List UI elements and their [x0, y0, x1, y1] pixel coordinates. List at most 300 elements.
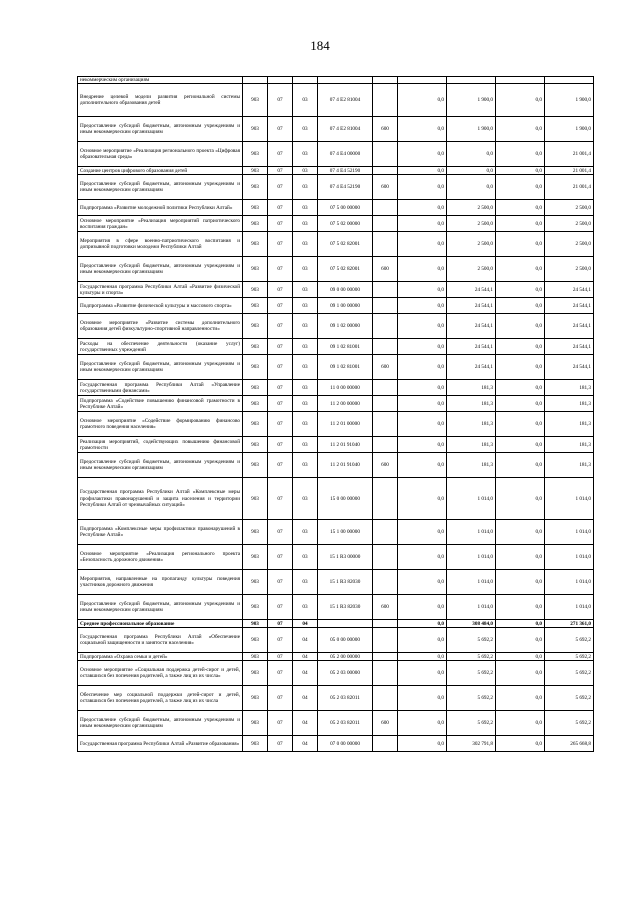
section-cell: 07 — [268, 570, 293, 595]
amount-cell-1: 0,0 — [398, 453, 447, 478]
amount-cell-4: 21 001,4 — [545, 142, 594, 167]
target-article-cell: 09 1 02 81001 — [318, 339, 373, 355]
expense-type-cell — [373, 478, 398, 520]
amount-cell-3: 0,0 — [496, 595, 545, 620]
section-cell: 07 — [268, 282, 293, 298]
grbs-cell: 903 — [243, 453, 268, 478]
subsection-cell: 03 — [293, 380, 318, 396]
table-row — [78, 412, 594, 437]
section-cell: 07 — [268, 257, 293, 282]
expense-type-cell — [373, 412, 398, 437]
table-row — [78, 653, 594, 661]
amount-cell-3: 0,0 — [496, 314, 545, 339]
amount-cell-2: 181,3 — [447, 412, 496, 437]
grbs-cell: 903 — [243, 437, 268, 453]
amount-cell-1: 0,0 — [398, 412, 447, 437]
amount-cell-1: 0,0 — [398, 686, 447, 711]
amount-cell-4: 5 692,2 — [545, 686, 594, 711]
table-row — [78, 520, 594, 545]
section-cell: 07 — [268, 628, 293, 653]
target-article-cell: 15 0 00 00000 — [318, 478, 373, 520]
subsection-cell: 03 — [293, 142, 318, 167]
name-cell: Предоставление субсидий бюджетным, автономным учреждениям и иным некоммерческим организациям — [78, 175, 243, 200]
grbs-cell: 903 — [243, 570, 268, 595]
table-row — [78, 437, 594, 453]
expense-type-cell — [373, 396, 398, 412]
subsection-cell: 03 — [293, 117, 318, 142]
name-cell: Основное мероприятие «Содействие формированию финансово грамотного поведения населения» — [78, 412, 243, 437]
amount-cell-1: 0,0 — [398, 167, 447, 175]
subsection-cell: 03 — [293, 437, 318, 453]
amount-cell-2 — [447, 77, 496, 84]
amount-cell-1: 0,0 — [398, 478, 447, 520]
expense-type-cell — [373, 200, 398, 216]
section-cell: 07 — [268, 380, 293, 396]
section-cell: 07 — [268, 653, 293, 661]
amount-cell-1: 0,0 — [398, 545, 447, 570]
name-cell: Реализация мероприятий, содействующих повышению финансовой грамотности — [78, 437, 243, 453]
table-row — [78, 570, 594, 595]
target-article-cell: 15 1 R3 82030 — [318, 570, 373, 595]
expense-type-cell — [373, 437, 398, 453]
amount-cell-4: 24 544,1 — [545, 282, 594, 298]
grbs-cell: 903 — [243, 339, 268, 355]
subsection-cell — [293, 77, 318, 84]
amount-cell-4: 21 001,4 — [545, 167, 594, 175]
expense-type-cell: 600 — [373, 257, 398, 282]
subsection-cell: 03 — [293, 216, 318, 232]
grbs-cell: 903 — [243, 545, 268, 570]
expense-type-cell: 600 — [373, 711, 398, 736]
amount-cell-4: 181,3 — [545, 380, 594, 396]
section-cell: 07 — [268, 686, 293, 711]
amount-cell-4: 181,3 — [545, 412, 594, 437]
grbs-cell: 903 — [243, 175, 268, 200]
expense-type-cell — [373, 232, 398, 257]
amount-cell-4: 5 692,2 — [545, 661, 594, 686]
target-article-cell: 07 5 00 00000 — [318, 200, 373, 216]
grbs-cell: 903 — [243, 314, 268, 339]
amount-cell-1: 0,0 — [398, 339, 447, 355]
amount-cell-3: 0,0 — [496, 355, 545, 380]
amount-cell-2: 0,0 — [447, 142, 496, 167]
subsection-cell: 03 — [293, 339, 318, 355]
subsection-cell: 04 — [293, 711, 318, 736]
amount-cell-1: 0,0 — [398, 216, 447, 232]
target-article-cell: 07 0 00 00000 — [318, 736, 373, 752]
amount-cell-2: 1 014,0 — [447, 545, 496, 570]
amount-cell-2: 1 900,0 — [447, 117, 496, 142]
section-cell: 07 — [268, 396, 293, 412]
amount-cell-1: 0,0 — [398, 396, 447, 412]
amount-cell-3: 0,0 — [496, 339, 545, 355]
amount-cell-3: 0,0 — [496, 570, 545, 595]
amount-cell-3: 0,0 — [496, 412, 545, 437]
target-article-cell: 07 4 E4 00000 — [318, 142, 373, 167]
subsection-cell: 03 — [293, 545, 318, 570]
amount-cell-1: 0,0 — [398, 653, 447, 661]
subsection-cell: 03 — [293, 282, 318, 298]
amount-cell-1: 0,0 — [398, 661, 447, 686]
amount-cell-4: 1 900,0 — [545, 117, 594, 142]
page-number: 184 — [310, 38, 330, 53]
section-cell: 07 — [268, 545, 293, 570]
section-cell: 07 — [268, 216, 293, 232]
subsection-cell: 03 — [293, 167, 318, 175]
section-cell: 07 — [268, 437, 293, 453]
subsection-cell: 03 — [293, 355, 318, 380]
amount-cell-3: 0,0 — [496, 232, 545, 257]
amount-cell-1: 0,0 — [398, 200, 447, 216]
subsection-cell: 03 — [293, 453, 318, 478]
grbs-cell: 903 — [243, 653, 268, 661]
name-cell: Государственная программа Республики Алтай «Развитие образования» — [78, 736, 243, 752]
amount-cell-4: 181,3 — [545, 396, 594, 412]
table-row — [78, 167, 594, 175]
table-row — [78, 77, 594, 84]
amount-cell-4 — [545, 77, 594, 84]
amount-cell-2: 5 692,2 — [447, 653, 496, 661]
grbs-cell: 903 — [243, 686, 268, 711]
expense-type-cell — [373, 545, 398, 570]
amount-cell-4: 24 544,1 — [545, 355, 594, 380]
target-article-cell: 11 2 01 91040 — [318, 453, 373, 478]
grbs-cell: 903 — [243, 661, 268, 686]
subsection-cell: 03 — [293, 175, 318, 200]
target-article-cell: 05 2 03 82011 — [318, 711, 373, 736]
amount-cell-1: 0,0 — [398, 117, 447, 142]
name-cell: Государственная программа Республики Алтай «Управление государственными финансами» — [78, 380, 243, 396]
amount-cell-4: 5 692,2 — [545, 711, 594, 736]
subsection-cell: 03 — [293, 412, 318, 437]
table-row — [78, 282, 594, 298]
amount-cell-2: 181,3 — [447, 380, 496, 396]
amount-cell-3: 0,0 — [496, 175, 545, 200]
name-cell: Обеспечение мер социальной поддержки детей-сирот и детей, оставшихся без попечения родителей, а также лиц из их числа — [78, 686, 243, 711]
expense-type-cell — [373, 77, 398, 84]
subsection-cell: 04 — [293, 628, 318, 653]
amount-cell-3: 0,0 — [496, 686, 545, 711]
section-cell: 07 — [268, 232, 293, 257]
name-cell: Основное мероприятие «Социальная поддержка детей-сирот и детей, оставшихся без попечения родителей, а также лиц из их числа» — [78, 661, 243, 686]
amount-cell-2: 302 791,8 — [447, 736, 496, 752]
target-article-cell: 15 1 R3 82030 — [318, 595, 373, 620]
name-cell: Основное мероприятие «Реализация регионального проекта «Безопасность дорожного движения» — [78, 545, 243, 570]
amount-cell-1: 0,0 — [398, 711, 447, 736]
subsection-cell: 03 — [293, 520, 318, 545]
grbs-cell: 903 — [243, 257, 268, 282]
table-row — [78, 298, 594, 314]
amount-cell-3: 0,0 — [496, 216, 545, 232]
grbs-cell: 903 — [243, 355, 268, 380]
amount-cell-2: 181,3 — [447, 453, 496, 478]
amount-cell-1 — [398, 77, 447, 84]
name-cell: Предоставление субсидий бюджетным, автономным учреждениям и иным некоммерческим организациям — [78, 257, 243, 282]
amount-cell-3: 0,0 — [496, 653, 545, 661]
name-cell: Предоставление субсидий бюджетным, автономным учреждениям и иным некоммерческим организациям — [78, 453, 243, 478]
name-cell: Подпрограмма «Развитие молодежной политики Республики Алтай» — [78, 200, 243, 216]
grbs-cell: 903 — [243, 142, 268, 167]
target-article-cell: 07 4 E4 52190 — [318, 175, 373, 200]
subsection-cell: 03 — [293, 84, 318, 117]
expense-type-cell — [373, 661, 398, 686]
subsection-cell: 04 — [293, 620, 318, 628]
section-cell: 07 — [268, 736, 293, 752]
grbs-cell: 903 — [243, 628, 268, 653]
table-row — [78, 478, 594, 520]
grbs-cell: 903 — [243, 595, 268, 620]
amount-cell-3: 0,0 — [496, 453, 545, 478]
name-cell: некоммерческим организациям — [78, 77, 243, 84]
table-row — [78, 620, 594, 628]
amount-cell-3: 0,0 — [496, 520, 545, 545]
target-article-cell: 15 1 R3 00000 — [318, 545, 373, 570]
section-cell: 07 — [268, 478, 293, 520]
section-cell: 07 — [268, 661, 293, 686]
amount-cell-2: 1 900,0 — [447, 84, 496, 117]
subsection-cell: 04 — [293, 736, 318, 752]
expense-type-cell — [373, 686, 398, 711]
table-row — [78, 355, 594, 380]
amount-cell-4: 2 500,0 — [545, 257, 594, 282]
name-cell: Предоставление субсидий бюджетным, автономным учреждениям и иным некоммерческим организациям — [78, 117, 243, 142]
section-cell: 07 — [268, 167, 293, 175]
name-cell: Подпрограмма «Охрана семьи и детей» — [78, 653, 243, 661]
amount-cell-3: 0,0 — [496, 142, 545, 167]
amount-cell-2: 1 014,0 — [447, 570, 496, 595]
amount-cell-2: 0,0 — [447, 175, 496, 200]
amount-cell-2: 5 692,2 — [447, 661, 496, 686]
section-cell: 07 — [268, 711, 293, 736]
amount-cell-1: 0,0 — [398, 595, 447, 620]
grbs-cell: 903 — [243, 167, 268, 175]
grbs-cell: 903 — [243, 736, 268, 752]
subsection-cell: 04 — [293, 653, 318, 661]
target-article-cell: 07 4 E2 81004 — [318, 117, 373, 142]
table-row — [78, 216, 594, 232]
name-cell: Подпрограмма «Комплексные меры профилактики правонарушений в Республике Алтай» — [78, 520, 243, 545]
expense-type-cell — [373, 142, 398, 167]
table-row — [78, 453, 594, 478]
table-row — [78, 736, 594, 752]
amount-cell-3: 0,0 — [496, 437, 545, 453]
amount-cell-2: 308 484,0 — [447, 620, 496, 628]
grbs-cell: 903 — [243, 620, 268, 628]
section-cell: 07 — [268, 520, 293, 545]
amount-cell-3: 0,0 — [496, 298, 545, 314]
expense-type-cell: 600 — [373, 175, 398, 200]
name-cell: Среднее профессиональное образование — [78, 620, 243, 628]
amount-cell-2: 2 500,0 — [447, 200, 496, 216]
table-row — [78, 232, 594, 257]
table-row — [78, 314, 594, 339]
amount-cell-2: 2 500,0 — [447, 216, 496, 232]
target-article-cell: 09 1 02 81001 — [318, 355, 373, 380]
amount-cell-2: 181,3 — [447, 437, 496, 453]
target-article-cell: 09 1 02 00000 — [318, 314, 373, 339]
table-row — [78, 711, 594, 736]
amount-cell-2: 24 544,1 — [447, 339, 496, 355]
name-cell: Основное мероприятие «Развитие системы дополнительного образования детей физкультурно-спортивной направленности» — [78, 314, 243, 339]
subsection-cell: 03 — [293, 200, 318, 216]
table-row — [78, 545, 594, 570]
section-cell: 07 — [268, 339, 293, 355]
amount-cell-2: 181,3 — [447, 396, 496, 412]
table-row — [78, 686, 594, 711]
amount-cell-1: 0,0 — [398, 84, 447, 117]
amount-cell-1: 0,0 — [398, 257, 447, 282]
table-row — [78, 257, 594, 282]
expense-type-cell — [373, 314, 398, 339]
name-cell: Государственная программа Республики Алтай «Обеспечение социальной защищенности и занятости населения» — [78, 628, 243, 653]
target-article-cell — [318, 77, 373, 84]
section-cell: 07 — [268, 595, 293, 620]
expense-type-cell — [373, 282, 398, 298]
expense-type-cell: 600 — [373, 453, 398, 478]
target-article-cell: 05 0 00 00000 — [318, 628, 373, 653]
name-cell: Основное мероприятие «Реализация мероприятий патриотического воспитания граждан» — [78, 216, 243, 232]
amount-cell-1: 0,0 — [398, 520, 447, 545]
amount-cell-1: 0,0 — [398, 380, 447, 396]
target-article-cell: 15 1 00 00000 — [318, 520, 373, 545]
target-article-cell: 05 2 00 00000 — [318, 653, 373, 661]
table-row — [78, 117, 594, 142]
table-row — [78, 396, 594, 412]
table-row — [78, 142, 594, 167]
amount-cell-2: 1 014,0 — [447, 478, 496, 520]
expense-type-cell — [373, 216, 398, 232]
amount-cell-4: 24 544,1 — [545, 314, 594, 339]
table-row — [78, 84, 594, 117]
target-article-cell: 05 2 03 00000 — [318, 661, 373, 686]
section-cell: 07 — [268, 620, 293, 628]
grbs-cell: 903 — [243, 380, 268, 396]
section-cell: 07 — [268, 200, 293, 216]
subsection-cell: 03 — [293, 396, 318, 412]
amount-cell-3: 0,0 — [496, 628, 545, 653]
grbs-cell: 903 — [243, 232, 268, 257]
amount-cell-4: 1 014,0 — [545, 520, 594, 545]
amount-cell-2: 24 544,1 — [447, 282, 496, 298]
target-article-cell: 07 5 02 82001 — [318, 232, 373, 257]
target-article-cell: 07 4 E2 81004 — [318, 84, 373, 117]
amount-cell-4: 24 544,1 — [545, 298, 594, 314]
expense-type-cell: 600 — [373, 117, 398, 142]
table-row — [78, 175, 594, 200]
name-cell: Внедрение целевой модели развития региональной системы дополнительного образования детей — [78, 84, 243, 117]
amount-cell-2: 24 544,1 — [447, 298, 496, 314]
amount-cell-3: 0,0 — [496, 282, 545, 298]
section-cell: 07 — [268, 84, 293, 117]
grbs-cell: 903 — [243, 200, 268, 216]
amount-cell-1: 0,0 — [398, 282, 447, 298]
target-article-cell: 05 2 03 82011 — [318, 686, 373, 711]
name-cell: Предоставление субсидий бюджетным, автономным учреждениям и иным некоммерческим организациям — [78, 355, 243, 380]
amount-cell-1: 0,0 — [398, 628, 447, 653]
subsection-cell: 03 — [293, 257, 318, 282]
amount-cell-3: 0,0 — [496, 620, 545, 628]
table-row — [78, 339, 594, 355]
amount-cell-1: 0,0 — [398, 355, 447, 380]
expense-type-cell — [373, 520, 398, 545]
expense-type-cell — [373, 298, 398, 314]
section-cell: 07 — [268, 453, 293, 478]
target-article-cell: 11 0 00 00000 — [318, 380, 373, 396]
target-article-cell: 09 0 00 00000 — [318, 282, 373, 298]
table-row — [78, 380, 594, 396]
table-row — [78, 200, 594, 216]
amount-cell-2: 24 544,1 — [447, 314, 496, 339]
amount-cell-1: 0,0 — [398, 232, 447, 257]
grbs-cell: 903 — [243, 412, 268, 437]
subsection-cell: 04 — [293, 661, 318, 686]
grbs-cell: 903 — [243, 282, 268, 298]
amount-cell-2: 2 500,0 — [447, 232, 496, 257]
section-cell — [268, 77, 293, 84]
amount-cell-3: 0,0 — [496, 167, 545, 175]
amount-cell-4: 181,3 — [545, 437, 594, 453]
target-article-cell — [318, 620, 373, 628]
amount-cell-3: 0,0 — [496, 661, 545, 686]
subsection-cell: 03 — [293, 570, 318, 595]
amount-cell-3 — [496, 77, 545, 84]
amount-cell-4: 271 361,0 — [545, 620, 594, 628]
grbs-cell: 903 — [243, 216, 268, 232]
amount-cell-3: 0,0 — [496, 396, 545, 412]
target-article-cell: 07 5 02 82001 — [318, 257, 373, 282]
grbs-cell: 903 — [243, 520, 268, 545]
target-article-cell: 11 2 01 00000 — [318, 412, 373, 437]
expense-type-cell — [373, 628, 398, 653]
amount-cell-3: 0,0 — [496, 117, 545, 142]
amount-cell-3: 0,0 — [496, 711, 545, 736]
grbs-cell: 903 — [243, 298, 268, 314]
section-cell: 07 — [268, 355, 293, 380]
amount-cell-1: 0,0 — [398, 736, 447, 752]
subsection-cell: 03 — [293, 298, 318, 314]
expense-type-cell — [373, 653, 398, 661]
amount-cell-1: 0,0 — [398, 298, 447, 314]
name-cell: Подпрограмма «Развитие физической культуры и массового спорта» — [78, 298, 243, 314]
table-row — [78, 595, 594, 620]
amount-cell-4: 1 014,0 — [545, 570, 594, 595]
amount-cell-4: 1 900,0 — [545, 84, 594, 117]
section-cell: 07 — [268, 117, 293, 142]
name-cell: Предоставление субсидий бюджетным, автономным учреждениям и иным некоммерческим организациям — [78, 595, 243, 620]
amount-cell-4: 5 692,2 — [545, 653, 594, 661]
amount-cell-1: 0,0 — [398, 570, 447, 595]
amount-cell-1: 0,0 — [398, 142, 447, 167]
amount-cell-3: 0,0 — [496, 545, 545, 570]
section-cell: 07 — [268, 412, 293, 437]
amount-cell-4: 24 544,1 — [545, 339, 594, 355]
amount-cell-1: 0,0 — [398, 620, 447, 628]
section-cell: 07 — [268, 142, 293, 167]
target-article-cell: 07 5 02 00000 — [318, 216, 373, 232]
amount-cell-4: 181,3 — [545, 453, 594, 478]
budget-table — [77, 76, 594, 752]
amount-cell-3: 0,0 — [496, 478, 545, 520]
amount-cell-4: 1 014,0 — [545, 545, 594, 570]
expense-type-cell: 600 — [373, 595, 398, 620]
amount-cell-2: 5 692,2 — [447, 686, 496, 711]
amount-cell-2: 5 692,2 — [447, 628, 496, 653]
expense-type-cell — [373, 736, 398, 752]
amount-cell-4: 1 014,0 — [545, 478, 594, 520]
amount-cell-4: 2 500,0 — [545, 200, 594, 216]
amount-cell-2: 5 692,2 — [447, 711, 496, 736]
name-cell: Расходы на обеспечение деятельности (оказание услуг) государственных учреждений — [78, 339, 243, 355]
